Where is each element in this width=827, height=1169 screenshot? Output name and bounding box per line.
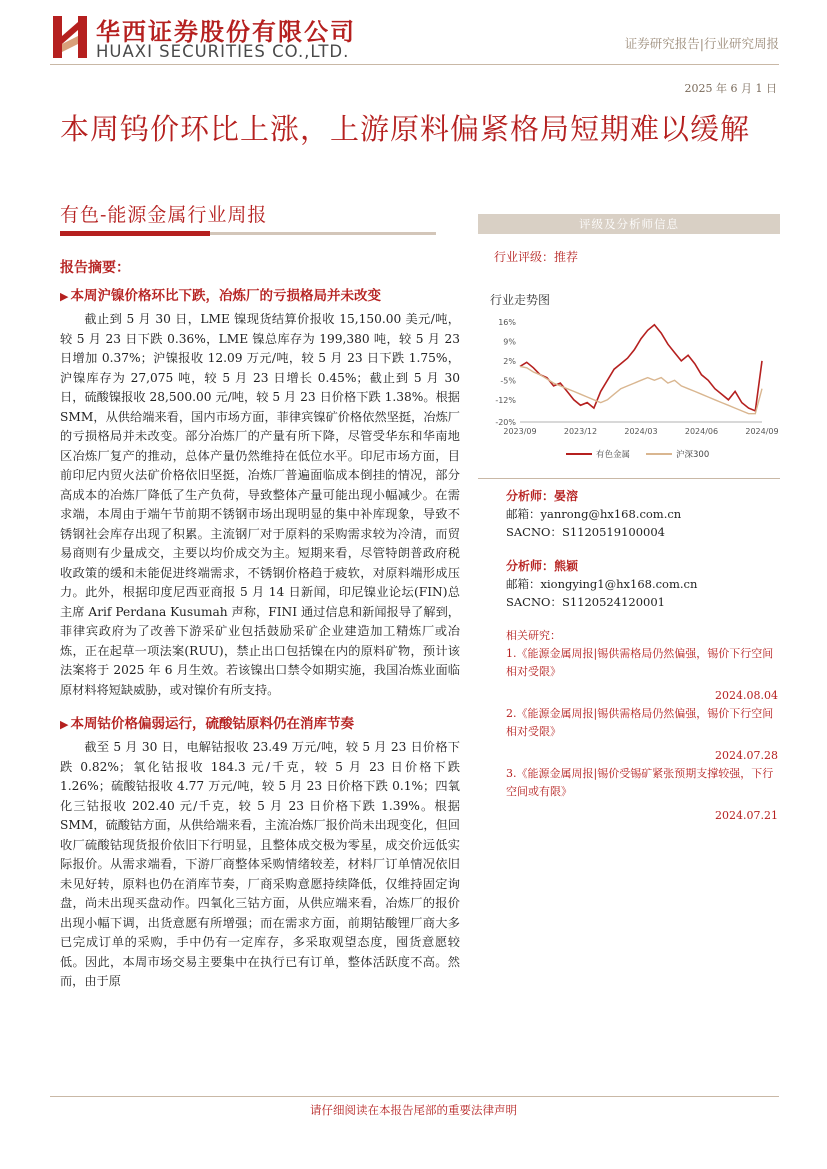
series-line-csi300	[520, 366, 762, 413]
trend-chart	[478, 312, 780, 472]
related-item[interactable]: 2.《能源金属周报|锡供需格局仍然偏强，锡价下行空间相对受限》	[506, 707, 774, 738]
y-tick-label: -5%	[500, 376, 516, 386]
related-item[interactable]: 1.《能源金属周报|锡供需格局仍然偏强，锡价下行空间相对受限》	[506, 647, 774, 678]
related-date: 2024.08.04	[715, 689, 778, 702]
analyst-sidebar	[478, 214, 780, 825]
header-divider	[50, 64, 779, 65]
section-heading-text: 本周钴价格偏弱运行，硫酸钴原料仍在消库节奏	[70, 716, 354, 732]
company-logo	[50, 10, 370, 68]
legend-label: 沪深300	[676, 450, 710, 460]
company-name-cn: 华西证券股份有限公司	[96, 18, 356, 46]
x-tick-label: 2023/09	[503, 427, 537, 436]
triangle-bullet-icon: ▶	[60, 290, 69, 303]
related-heading: 相关研究：	[506, 629, 561, 642]
x-tick-label: 2024/09	[745, 427, 779, 436]
y-tick-label: 9%	[503, 337, 516, 347]
report-date: 2025 年 6 月 1 日	[684, 82, 777, 95]
footer-divider	[50, 1096, 779, 1097]
section-heading-text: 本周沪镍价格环比下跌，冶炼厂的亏损格局并未改变	[70, 288, 381, 304]
x-tick-label: 2023/12	[563, 427, 598, 436]
triangle-bullet-icon: ▶	[60, 718, 69, 731]
analyst-sacno: SACNO：S1120524120001	[506, 595, 665, 609]
related-item[interactable]: 3.《能源金属周报|锡价受锡矿紧张预期支撑较强，下行空间或有限》	[506, 767, 774, 798]
analyst-email[interactable]: 邮箱：xiongying1@hx168.com.cn	[506, 577, 698, 591]
analyst-email[interactable]: 邮箱：yanrong@hx168.com.cn	[506, 507, 682, 521]
legend-label: 有色金属	[596, 450, 631, 460]
x-tick-label: 2024/03	[624, 427, 658, 436]
panel-title: 评级及分析师信息	[478, 214, 780, 234]
report-title: 本周钨价环比上涨，上游原料偏紧格局短期难以缓解	[60, 112, 751, 146]
section-heading	[60, 714, 460, 735]
panel-divider	[478, 478, 780, 479]
report-type: 证券研究报告|行业研究周报	[624, 36, 779, 51]
summary-body	[60, 286, 460, 992]
analyst-card	[506, 557, 780, 611]
section-paragraph: 截止到 5 月 30 日，LME 镍现货结算价报收 15,150.00 美元/吨，较 5 月 23 日下跌 0.36%，LME 镍总库存为 199,380 吨，较 5 月 23 日增加 0.37%；沪镍报收 12.09 万元/吨，较 5 月 23 日下跌 1.75%，沪镍库存为 27,075 吨，较 5 月 23 日增长 0.45%；截止到 5 月 30 日，硫酸镍报收 28,500.00 元/吨，较 5 月 23 日价格下跌 1.38%。根据 SMM，从供给端来看，国内市场方面，菲律宾镍矿价格依然坚挺，冶炼厂的亏损格局并未改变。部分冶炼厂的产量有所下降，尽管受华东和华南地区冶炼厂复产的推动，总体产量仍然维持在低位水平。印尼市场方面，目前印尼内贸火法矿价格依旧坚挺，冶炼厂普遍面临成本倒挂的情况，部分高成本的冶炼厂降低了生产负荷，导致整体产量可能出现小幅减少。在需求端，本周由于端午节前期不锈钢市场出现明显的集中补库现象，导致不锈钢社会库存出现了积累。主流钢厂对于原料的采购需求较为冷清，而贸易商则有少量成交，主要以均价成交为主。短期来看，尽管特朗普政府税收政策的缓和未能促进终端需求，不锈钢价格趋于疲软，对原料端形成压力。此外，根据印度尼西亚商报 5 月 14 日新闻，印尼镍业论坛(FIN)总主席 Arif Perdana Kusumah 声称，FINI 通过信息和新闻报导了解到，菲律宾政府为了改善下游采矿业包括鼓励采矿企业建造加工精炼厂或冶炼，正在起草一项法案(RUU)，禁止出口包括镍在内的原料矿物，预计该法案将于 2025 年 6 月生效。若该镍出口禁令如期实施，我国冶炼业面临原材料将短缺威胁，或对镍价有所支持。	[60, 312, 460, 697]
analyst-name: 分析师：熊颖	[506, 559, 579, 573]
report-subtitle: 有色-能源金属行业周报	[60, 204, 268, 226]
summary-heading: 报告摘要：	[60, 260, 130, 276]
analyst-sacno: SACNO：S1120519100004	[506, 525, 665, 539]
analyst-card	[506, 487, 780, 541]
huaxi-logo-icon	[50, 12, 90, 62]
section-paragraph: 截至 5 月 30 日，电解钴报收 23.49 万元/吨，较 5 月 23 日价格下跌 0.82%；氧化钴报收 184.3 元/千克，较 5 月 23 日价格下跌 1.26%；硫酸钴报收 4.77 万元/吨，较 5 月 23 日价格下跌 0.1%；四氧化三钴报收 202.40 元/千克，较 5 月 23 日价格下跌 1.39%。根据 SMM，硫酸钴方面，从供给端来看，主流冶炼厂报价尚未出现变化，但回收厂硫酸钴现货报价依旧下行明显，且整体成交极为零星，成交价远低实际报价。从需求端看，下游厂商整体采购情绪较差，材料厂订单情况依旧未见好转，原料也仍在消库节奏，厂商采购意愿持续降低，仅维持固定询盘，尚未出现买盘动作。四氧化三钴方面，从供应端来看，冶炼厂的报价出现小幅下调，出货意愿有所增强；而在需求方面，前期钴酸锂厂商大多已完成订单的采购，手中仍有一定库存，多采取观望态度，囤货意愿较低。因此，本周市场交易主要集中在执行已有订单，整体活跃度不高。然而，由于原	[60, 740, 460, 988]
related-date: 2024.07.21	[715, 809, 778, 822]
title-divider-accent	[60, 231, 210, 236]
x-tick-label: 2024/06	[684, 427, 719, 436]
series-line-nonferrous	[520, 325, 762, 411]
y-tick-label: 16%	[498, 318, 516, 327]
y-tick-label: -20%	[495, 418, 516, 427]
related-research	[506, 627, 778, 825]
legal-notice: 请仔细阅读在本报告尾部的重要法律声明	[310, 1103, 517, 1117]
company-name-en: HUAXI SECURITIES CO.,LTD.	[96, 42, 350, 61]
section-heading	[60, 286, 460, 307]
y-tick-label: 2%	[503, 356, 516, 366]
related-date: 2024.07.28	[715, 749, 778, 762]
trend-chart-title: 行业走势图	[490, 293, 551, 307]
industry-rating: 行业评级：推荐	[494, 250, 579, 264]
y-tick-label: -12%	[495, 395, 516, 405]
analyst-name: 分析师：晏溶	[506, 489, 579, 503]
